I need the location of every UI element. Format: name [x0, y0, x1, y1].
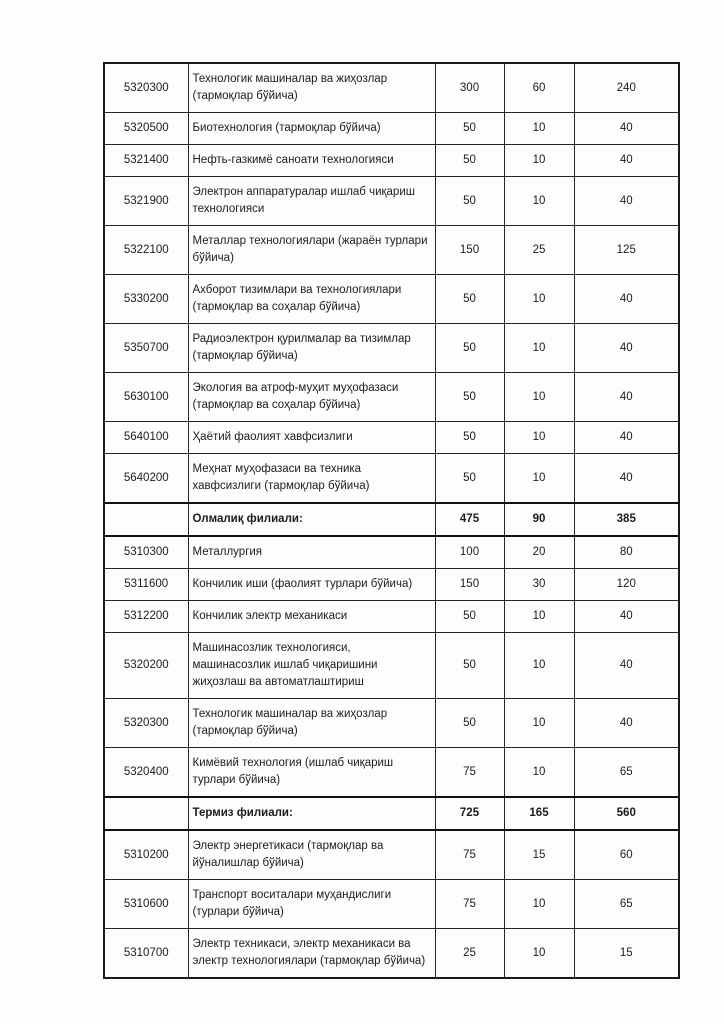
value-cell-3: 40 [574, 422, 679, 454]
code-cell: 5320400 [104, 748, 188, 798]
name-cell: Кимёвий технология (ишлаб чиқариш турлари бўйича) [188, 748, 435, 798]
value-cell-2: 10 [504, 880, 574, 929]
table-row [104, 422, 679, 454]
name-cell: Металлургия [188, 536, 435, 569]
table-row [104, 536, 679, 569]
value-cell-3: 40 [574, 113, 679, 145]
name-cell: Электр техникаси, электр механикаси ва электр технологиялари (тармоқлар бўйича) [188, 929, 435, 979]
value-cell-1: 50 [435, 454, 504, 504]
admission-quota-table [103, 62, 680, 979]
code-cell: 5640100 [104, 422, 188, 454]
value-cell-3: 65 [574, 880, 679, 929]
table-row [104, 373, 679, 422]
name-cell: Меҳнат муҳофазаси ва техника хавфсизлиги (тармоқлар бўйича) [188, 454, 435, 504]
table-row [104, 226, 679, 275]
value-cell-2: 60 [504, 63, 574, 113]
name-cell: Радиоэлектрон қурилмалар ва тизимлар (тармоқлар бўйича) [188, 324, 435, 373]
value-cell-3: 40 [574, 145, 679, 177]
value-cell-3: 120 [574, 569, 679, 601]
code-cell: 5320500 [104, 113, 188, 145]
table-row [104, 880, 679, 929]
value-cell-2: 165 [504, 797, 574, 830]
code-cell [104, 503, 188, 536]
value-cell-3: 40 [574, 177, 679, 226]
code-cell: 5310600 [104, 880, 188, 929]
value-cell-1: 50 [435, 633, 504, 699]
table-row [104, 177, 679, 226]
value-cell-2: 10 [504, 373, 574, 422]
value-cell-3: 65 [574, 748, 679, 798]
table-row [104, 454, 679, 504]
name-cell: Термиз филиали: [188, 797, 435, 830]
value-cell-3: 80 [574, 536, 679, 569]
value-cell-1: 50 [435, 373, 504, 422]
name-cell: Электр энергетикаси (тармоқлар ва йўналишлар бўйича) [188, 830, 435, 880]
value-cell-3: 40 [574, 454, 679, 504]
name-cell: Ҳаётий фаолият хавфсизлиги [188, 422, 435, 454]
code-cell: 5321900 [104, 177, 188, 226]
value-cell-1: 300 [435, 63, 504, 113]
value-cell-1: 50 [435, 275, 504, 324]
value-cell-3: 40 [574, 373, 679, 422]
code-cell: 5312200 [104, 601, 188, 633]
value-cell-1: 50 [435, 699, 504, 748]
value-cell-3: 125 [574, 226, 679, 275]
value-cell-3: 60 [574, 830, 679, 880]
code-cell: 5322100 [104, 226, 188, 275]
name-cell: Кончилик иши (фаолият турлари бўйича) [188, 569, 435, 601]
value-cell-1: 75 [435, 830, 504, 880]
value-cell-3: 40 [574, 275, 679, 324]
code-cell: 5321400 [104, 145, 188, 177]
value-cell-1: 475 [435, 503, 504, 536]
section-row [104, 503, 679, 536]
value-cell-3: 40 [574, 324, 679, 373]
name-cell: Биотехнология (тармоқлар бўйича) [188, 113, 435, 145]
table-row [104, 145, 679, 177]
value-cell-1: 50 [435, 177, 504, 226]
code-cell: 5310700 [104, 929, 188, 979]
value-cell-1: 25 [435, 929, 504, 979]
code-cell: 5640200 [104, 454, 188, 504]
name-cell: Технологик машиналар ва жиҳозлар (тармоқлар бўйича) [188, 63, 435, 113]
code-cell: 5330200 [104, 275, 188, 324]
table-row [104, 929, 679, 979]
code-cell: 5320300 [104, 699, 188, 748]
value-cell-1: 150 [435, 226, 504, 275]
value-cell-3: 560 [574, 797, 679, 830]
value-cell-1: 50 [435, 113, 504, 145]
name-cell: Ахборот тизимлари ва технологиялари (тармоқлар ва соҳалар бўйича) [188, 275, 435, 324]
code-cell: 5310200 [104, 830, 188, 880]
value-cell-1: 725 [435, 797, 504, 830]
name-cell: Транспорт воситалари муҳандислиги (турлари бўйича) [188, 880, 435, 929]
value-cell-2: 10 [504, 324, 574, 373]
table-body [104, 63, 679, 978]
table-row [104, 748, 679, 798]
value-cell-1: 50 [435, 324, 504, 373]
value-cell-2: 30 [504, 569, 574, 601]
value-cell-2: 10 [504, 601, 574, 633]
table-row [104, 113, 679, 145]
table-row [104, 324, 679, 373]
table-row [104, 830, 679, 880]
value-cell-1: 50 [435, 422, 504, 454]
code-cell: 5311600 [104, 569, 188, 601]
value-cell-2: 10 [504, 748, 574, 798]
code-cell: 5310300 [104, 536, 188, 569]
table-row [104, 63, 679, 113]
value-cell-1: 50 [435, 601, 504, 633]
value-cell-2: 20 [504, 536, 574, 569]
name-cell: Олмалиқ филиали: [188, 503, 435, 536]
name-cell: Технологик машиналар ва жиҳозлар (тармоқлар бўйича) [188, 699, 435, 748]
value-cell-3: 385 [574, 503, 679, 536]
section-row [104, 797, 679, 830]
value-cell-2: 10 [504, 145, 574, 177]
value-cell-2: 10 [504, 929, 574, 979]
value-cell-2: 15 [504, 830, 574, 880]
value-cell-2: 25 [504, 226, 574, 275]
table-row [104, 601, 679, 633]
value-cell-2: 10 [504, 633, 574, 699]
value-cell-2: 90 [504, 503, 574, 536]
value-cell-2: 10 [504, 454, 574, 504]
value-cell-2: 10 [504, 699, 574, 748]
value-cell-2: 10 [504, 177, 574, 226]
name-cell: Нефть-газкимё саноати технологияси [188, 145, 435, 177]
table-row [104, 569, 679, 601]
value-cell-3: 15 [574, 929, 679, 979]
table-row [104, 275, 679, 324]
value-cell-2: 10 [504, 113, 574, 145]
name-cell: Электрон аппаратуралар ишлаб чиқариш технологияси [188, 177, 435, 226]
name-cell: Экология ва атроф-муҳит муҳофазаси (тармоқлар ва соҳалар бўйича) [188, 373, 435, 422]
value-cell-1: 75 [435, 880, 504, 929]
code-cell: 5630100 [104, 373, 188, 422]
value-cell-1: 50 [435, 145, 504, 177]
code-cell: 5350700 [104, 324, 188, 373]
value-cell-2: 10 [504, 275, 574, 324]
code-cell [104, 797, 188, 830]
code-cell: 5320300 [104, 63, 188, 113]
value-cell-3: 40 [574, 601, 679, 633]
name-cell: Металлар технологиялари (жараён турлари бўйича) [188, 226, 435, 275]
table-row [104, 699, 679, 748]
value-cell-3: 40 [574, 699, 679, 748]
value-cell-1: 150 [435, 569, 504, 601]
value-cell-3: 240 [574, 63, 679, 113]
code-cell: 5320200 [104, 633, 188, 699]
name-cell: Машинасозлик технологияси, машинасозлик ишлаб чиқаришини жиҳозлаш ва автоматлаштириш [188, 633, 435, 699]
value-cell-3: 40 [574, 633, 679, 699]
value-cell-1: 75 [435, 748, 504, 798]
value-cell-2: 10 [504, 422, 574, 454]
name-cell: Кончилик электр механикаси [188, 601, 435, 633]
table-row [104, 633, 679, 699]
value-cell-1: 100 [435, 536, 504, 569]
